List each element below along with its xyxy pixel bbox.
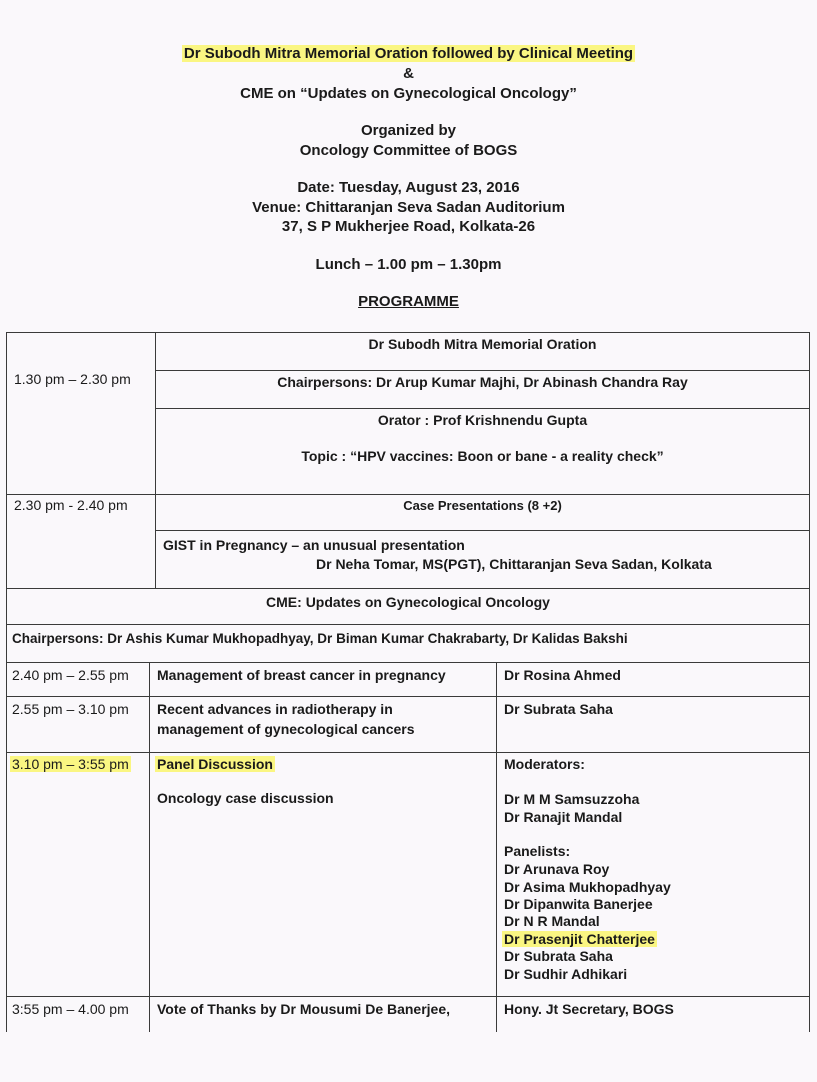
panelist: Dr Prasenjit Chatterjee — [504, 931, 655, 947]
table-rule — [6, 624, 810, 625]
row2-topic-line2: management of gynecological cancers — [157, 721, 415, 737]
orator: Orator : Prof Krishnendu Gupta — [377, 412, 588, 428]
row1-topic: Management of breast cancer in pregnancy — [157, 667, 446, 683]
panel-time: 3.10 pm – 3:55 pm — [12, 756, 129, 772]
title-ampersand: & — [403, 65, 414, 82]
table-rule — [6, 494, 810, 495]
vote-of-thanks: Vote of Thanks by Dr Mousumi De Banerjee, — [157, 1001, 451, 1017]
table-rule — [6, 752, 810, 753]
panelist: Dr Dipanwita Banerjee — [504, 896, 653, 912]
panelists-label: Panelists: — [504, 843, 571, 859]
table-border-right — [809, 332, 810, 1032]
table-border-left — [6, 332, 7, 1032]
table-rule — [6, 662, 810, 663]
case-presenter: Dr Neha Tomar, MS(PGT), Chittaranjan Seva Sadan, Kolkata — [316, 556, 712, 572]
cme-chairpersons: Chairpersons: Dr Ashis Kumar Mukhopadhyay, Dr Biman Kumar Chakrabarty, Dr Kalidas Bakshi — [12, 631, 628, 646]
thanks-role: Hony. Jt Secretary, BOGS — [504, 1001, 674, 1017]
panelist: Dr Arunava Roy — [504, 861, 610, 877]
section2-time: 2.30 pm - 2.40 pm — [14, 497, 128, 513]
table-rule — [155, 408, 810, 409]
panelist: Dr N R Mandal — [504, 913, 600, 929]
table-rule — [6, 696, 810, 697]
panelist: Dr Asima Mukhopadhyay — [504, 879, 671, 895]
address: 37, S P Mukherjee Road, Kolkata-26 — [281, 218, 536, 235]
cme-title: CME: Updates on Gynecological Oncology — [266, 594, 550, 610]
panelist: Dr Sudhir Adhikari — [504, 966, 628, 982]
venue: Venue: Chittaranjan Seva Sadan Auditorium — [252, 199, 565, 216]
moderator: Dr M M Samsuzzoha — [504, 791, 640, 807]
moderator: Dr Ranajit Mandal — [504, 809, 623, 825]
table-col-divider — [496, 662, 497, 1032]
row1-time: 2.40 pm – 2.55 pm — [12, 667, 129, 683]
table-col-divider — [149, 662, 150, 1032]
thanks-time: 3:55 pm – 4.00 pm — [12, 1001, 129, 1017]
table-rule — [6, 588, 810, 589]
row1-speaker: Dr Rosina Ahmed — [504, 667, 621, 683]
row2-time: 2.55 pm – 3.10 pm — [12, 701, 129, 717]
panel-subtitle: Oncology case discussion — [157, 790, 334, 806]
lunch-time: Lunch – 1.00 pm – 1.30pm — [315, 256, 502, 273]
title-line-1: Dr Subodh Mitra Memorial Oration followed by Clinical Meeting — [183, 45, 634, 62]
row2-speaker: Dr Subrata Saha — [504, 701, 613, 717]
table-rule — [6, 996, 810, 997]
organized-by: Organized by — [360, 122, 457, 139]
programme-heading: PROGRAMME — [358, 293, 459, 310]
oration-topic: Topic : “HPV vaccines: Boon or bane - a reality check” — [301, 448, 664, 464]
section1-time: 1.30 pm – 2.30 pm — [14, 371, 131, 387]
table-rule — [155, 370, 810, 371]
row2-topic-line1: Recent advances in radiotherapy in — [157, 701, 393, 717]
moderators-label: Moderators: — [504, 756, 585, 772]
panelist: Dr Subrata Saha — [504, 948, 613, 964]
case-presentations-title: Case Presentations (8 +2) — [403, 498, 562, 513]
oration-title: Dr Subodh Mitra Memorial Oration — [368, 336, 597, 352]
title-line-2: CME on “Updates on Gynecological Oncology” — [240, 85, 577, 102]
case-title: GIST in Pregnancy – an unusual presentation — [163, 537, 465, 553]
table-rule — [155, 530, 810, 531]
table-border-top — [6, 332, 810, 333]
panel-title: Panel Discussion — [157, 756, 273, 772]
committee: Oncology Committee of BOGS — [299, 142, 518, 159]
oration-chairpersons: Chairpersons: Dr Arup Kumar Majhi, Dr Abinash Chandra Ray — [277, 374, 688, 390]
event-date: Date: Tuesday, August 23, 2016 — [297, 179, 520, 196]
